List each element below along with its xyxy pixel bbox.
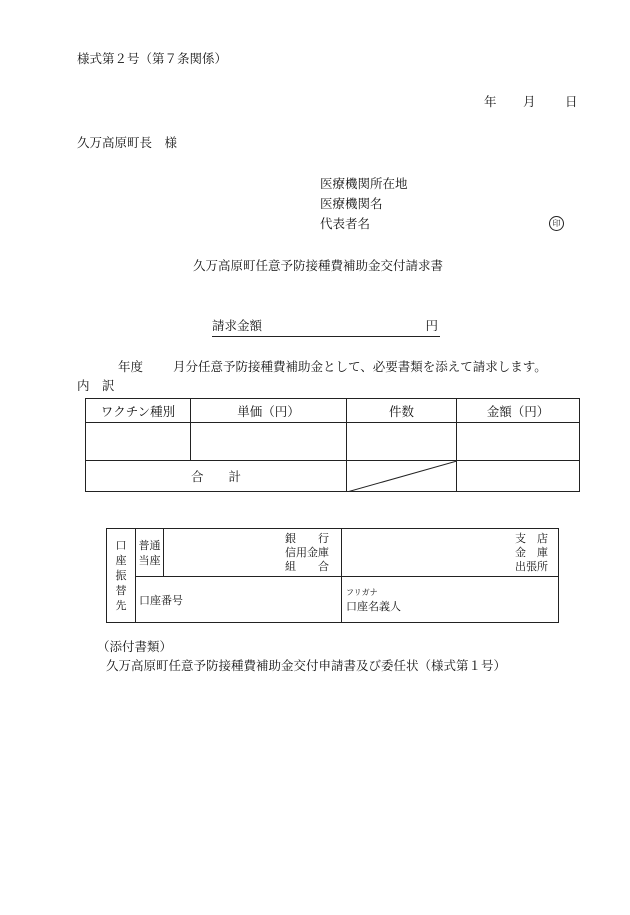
total-label: 合 計 xyxy=(86,461,347,492)
amount-cell[interactable] xyxy=(457,423,580,461)
amount-unit: 円 xyxy=(425,318,438,333)
branch-type-kinko: 金 庫 xyxy=(515,546,548,559)
table-row xyxy=(86,423,580,461)
branch-type-shucchojo: 出張所 xyxy=(515,560,548,573)
vaccine-type-cell[interactable] xyxy=(86,423,191,461)
account-number-label: 口座番号 xyxy=(139,593,183,607)
account-number-cell[interactable] xyxy=(136,577,342,623)
date-month: 月 xyxy=(523,94,536,109)
col-header: 件数 xyxy=(347,399,457,423)
date-day: 日 xyxy=(565,94,578,109)
col-header: 金額（円） xyxy=(457,399,580,423)
account-holder-cell[interactable] xyxy=(342,577,559,623)
document-title: 久万高原町任意予防接種費補助金交付請求書 xyxy=(193,258,444,273)
amount-label: 請求金額 xyxy=(212,318,263,333)
total-amount-cell[interactable] xyxy=(457,461,580,492)
count-cell[interactable] xyxy=(347,423,457,461)
attachments-label: （添付書類） xyxy=(97,639,173,654)
branch-type-shiten: 支 店 xyxy=(515,532,548,545)
addressee: 久万高原町長 様 xyxy=(77,135,178,150)
branch-name-cell[interactable] xyxy=(342,529,559,577)
sender-rep-label: 代表者名 xyxy=(320,216,371,231)
statement-year: 年度 xyxy=(118,359,144,374)
seal-mark: 印 xyxy=(549,216,564,231)
unit-price-cell[interactable] xyxy=(191,423,347,461)
bank-type-bank: 銀 行 xyxy=(285,532,329,545)
account-side-label: 口座振替先 xyxy=(107,529,136,623)
breakdown-label: 内 訳 xyxy=(77,378,115,393)
breakdown-table xyxy=(85,398,580,492)
strike-line xyxy=(347,461,457,492)
attachments-item: 久万高原町任意予防接種費補助金交付申請書及び委任状（様式第１号） xyxy=(106,658,507,673)
date-year: 年 xyxy=(484,94,497,109)
account-type-cell[interactable] xyxy=(136,529,164,577)
bank-type-kumiai: 組 合 xyxy=(285,560,329,573)
bank-type-shinkin: 信用金庫 xyxy=(285,546,329,559)
sender-address-label: 医療機関所在地 xyxy=(320,176,408,191)
type-checking: 当座 xyxy=(138,553,161,567)
table-header-row xyxy=(86,399,580,423)
col-header: 単価（円） xyxy=(191,399,347,423)
furigana-label: フリガナ xyxy=(346,587,378,597)
statement-text: 月分任意予防接種費補助金として、必要書類を添えて請求します。 xyxy=(173,359,547,374)
account-table xyxy=(106,528,559,623)
total-count-cell-struck xyxy=(347,461,457,492)
type-regular: 普通 xyxy=(138,538,161,552)
col-header: ワクチン種別 xyxy=(86,399,191,423)
form-number: 様式第２号（第７条関係） xyxy=(77,51,228,66)
total-row xyxy=(86,461,580,492)
account-holder-label: 口座名義人 xyxy=(346,599,401,613)
amount-line xyxy=(212,320,440,337)
bank-name-cell[interactable] xyxy=(164,529,342,577)
sender-name-label: 医療機関名 xyxy=(320,196,383,211)
